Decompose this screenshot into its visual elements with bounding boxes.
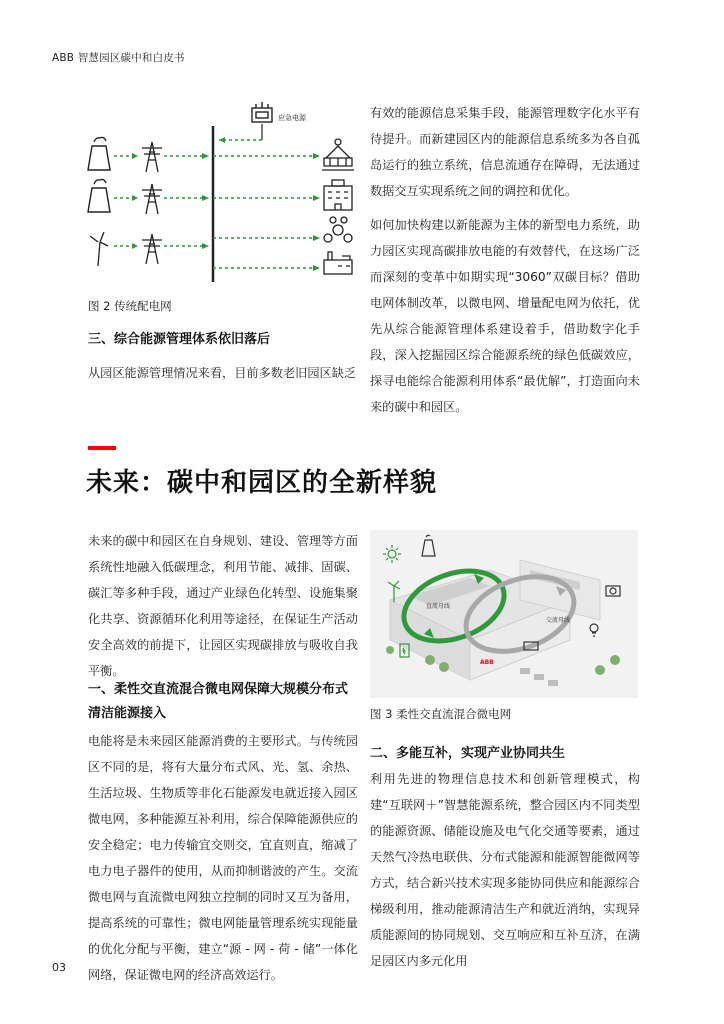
row-coal-plant-1 bbox=[88, 137, 354, 172]
section-3-left-text: 从园区能源管理情况来看，目前多数老旧园区缺乏 bbox=[88, 366, 357, 380]
community-network-icon bbox=[324, 217, 352, 242]
subsection-2-text: 利用先进的物理信息技术和创新管理模式，构建“互联网＋”智慧能源系统，整合园区内不同类型的能源资源、储能设施及电气化交通等要素，通过天然气冷热电联供、分布式能源和能源智能微网等方式，结合新兴技术实现多能协同供应和能源综合梯级利用，推动能源清洁生产和就近消纳，实现异质能源间的协同规划、交互响应和互补互济，在满足园区内多元化用 bbox=[370, 772, 640, 968]
figure-2-caption: 图 2 传统配电网 bbox=[88, 299, 172, 313]
transmission-tower-icon bbox=[142, 184, 162, 214]
chapter-title: 未来：碳中和园区的全新样貌 bbox=[86, 468, 438, 498]
chapter-accent-bar bbox=[88, 446, 116, 450]
transmission-tower-icon bbox=[142, 234, 162, 264]
wind-turbine-icon bbox=[90, 232, 108, 266]
section-3-heading: 三、综合能源管理体系依旧落后 bbox=[88, 332, 271, 347]
power-plant-icon bbox=[88, 137, 110, 170]
page-number: 03 bbox=[52, 961, 66, 974]
row-coal-plant-2 bbox=[88, 179, 352, 214]
abb-brand-label: ABB bbox=[480, 659, 494, 666]
subsection-1-text: 电能将是未来园区能源消费的主要形式。与传统园区不同的是，将有大量分布式风、光、氢、余热、生活垃圾、生物质等非化石能源发电就近接入园区微电网，多种能源互补利用，综合保障能源供应的安全稳定；电力传输宜交则交，宜直则直，缩减了电力电子器件的使用，从而抑制谐波的产生。交流微电网与直流微电网独立控制的同时又互为备用，提高系统的可靠性；微电网能量管理系统实现能量的优化分配与平衡，建立“源 - 网 - 荷 - 储”一体化网络，保证微电网的经济高效运行。 bbox=[88, 734, 358, 982]
office-building-icon bbox=[324, 180, 352, 210]
ac-bus-label: 交流母线 bbox=[546, 617, 571, 624]
subsection-1-heading: 一、柔性交直流混合微电网保障大规模分布式清洁能源接入 bbox=[88, 682, 349, 721]
document-header: ABB 智慧园区碳中和白皮书 bbox=[52, 52, 185, 64]
traditional-distribution-diagram bbox=[82, 96, 362, 288]
paragraph: 有效的能源信息采集手段，能源管理数字化水平有待提升。而新建园区内的能源信息系统多为各自孤岛运行的独立系统，信息流通存在障碍，无法通过数据交互实现系统之间的调控和优化。 bbox=[370, 106, 640, 198]
subsection-2-heading: 二、多能互补，实现产业协同共生 bbox=[370, 746, 566, 761]
row-wind-turbine bbox=[90, 217, 352, 274]
power-plant-icon bbox=[88, 179, 110, 212]
paragraph: 如何加快构建以新能源为主体的新型电力系统，助力园区实现高碳排放电能的有效替代，在这场广泛而深刻的变革中如期实现“3060”双碳目标？借助电网体制改革，以微电网、增量配电网为依托，优先从综合能源管理体系建设着手，借助数字化手段，深入挖掘园区综合能源系统的绿色低碳效应，探寻电能综合能源利用体系“最优解”，打造面向未来的碳中和园区。 bbox=[370, 218, 640, 414]
factory-icon bbox=[324, 252, 352, 274]
emergency-generator-icon bbox=[252, 102, 272, 122]
intro-paragraph: 未来的碳中和园区在自身规划、建设、管理等方面系统性地融入低碳理念，利用节能、减排、固碳、碳汇等多种手段，通过产业绿色化转型、设施集聚化共享、资源循环化利用等途径，在保证生产活动安全高效的前提下，让园区实现碳排放与吸收自我平衡。 bbox=[88, 534, 358, 678]
emergency-power-label: 应急电源 bbox=[278, 114, 306, 122]
government-building-icon bbox=[322, 139, 354, 170]
figure-3-caption: 图 3 柔性交直流混合微电网 bbox=[370, 707, 512, 721]
section-3-right-column bbox=[370, 100, 640, 428]
transmission-tower-icon bbox=[142, 142, 162, 172]
hybrid-microgrid-illustration bbox=[370, 530, 638, 698]
dc-bus-label: 直流母线 bbox=[426, 603, 451, 610]
